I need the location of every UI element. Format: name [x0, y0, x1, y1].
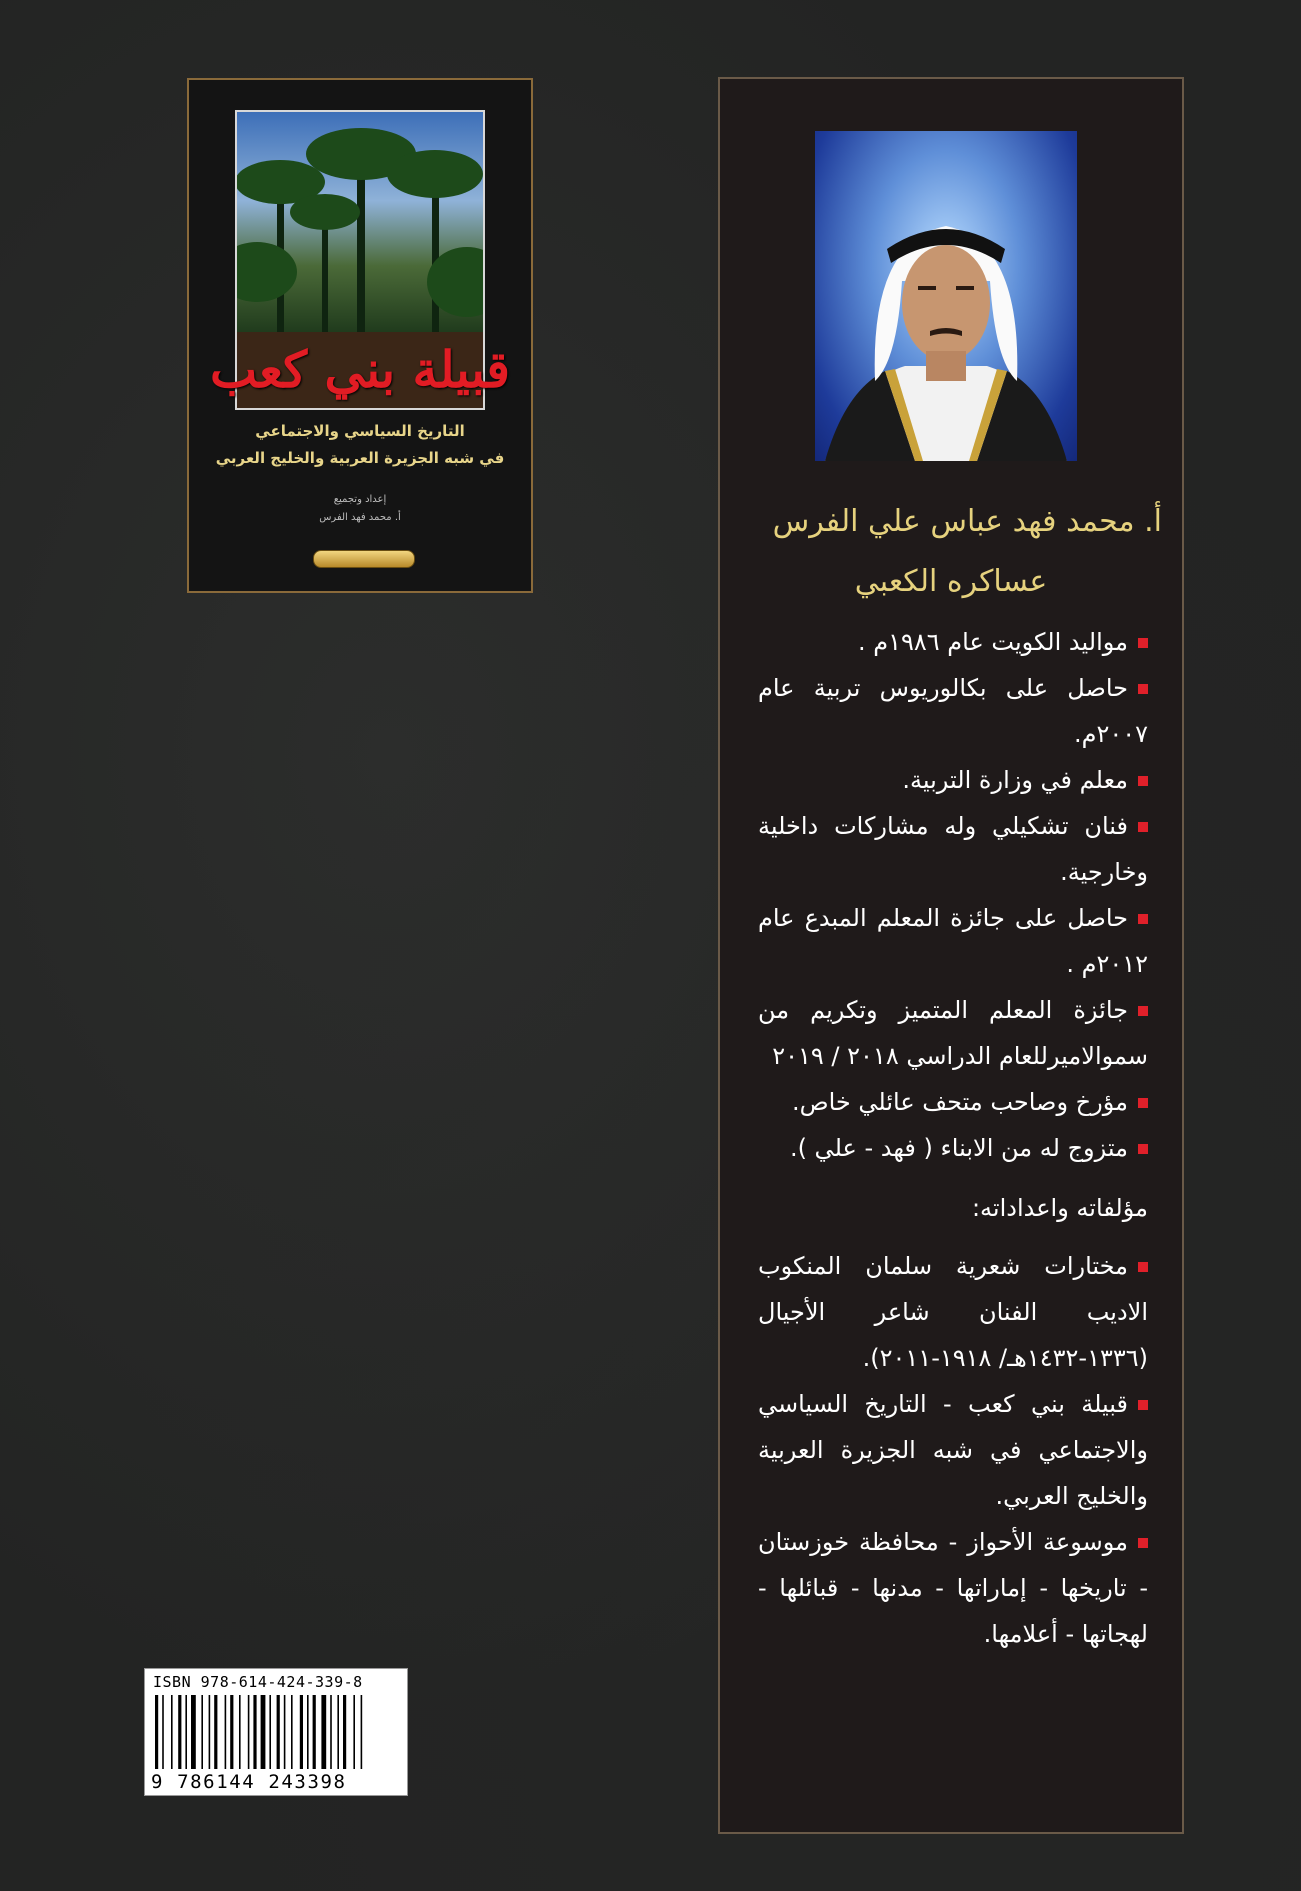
bio-item: جائزة المعلم المتميز وتكريم من سموالاميرللعام الدراسي ٢٠١٨ / ٢٠١٩: [758, 996, 1148, 1070]
mini-cover-credit-2: أ. محمد فهد الفرس: [319, 512, 401, 523]
mini-cover-credit-1: إعداد وتجميع: [333, 494, 387, 505]
bullet-icon: [1138, 1538, 1148, 1548]
bullet-icon: [1138, 822, 1148, 832]
barcode-bars: [153, 1695, 401, 1769]
bullet-icon: [1138, 1144, 1148, 1154]
isbn-label: ISBN 978-614-424-339-8: [153, 1673, 363, 1691]
isbn-barcode: [144, 1668, 408, 1796]
bullet-icon: [1138, 638, 1148, 648]
bio-list: [758, 619, 1148, 1657]
bio-item: مؤرخ وصاحب متحف عائلي خاص.: [758, 1079, 1148, 1125]
author-photo: [815, 131, 1077, 461]
bio-item: فنان تشكيلي وله مشاركات داخلية وخارجية.: [758, 812, 1148, 886]
bio-item: حاصل على بكالوريوس تربية عام ٢٠٠٧م.: [758, 674, 1148, 748]
publisher-logo: [313, 550, 415, 568]
bullet-icon: [1138, 1006, 1148, 1016]
works-item: قبيلة بني كعب - التاريخ السياسي والاجتماعي في شبه الجزيرة العربية والخليج العربي.: [758, 1390, 1148, 1510]
mini-cover-subtitle-1: التاريخ السياسي والاجتماعي: [255, 422, 465, 440]
author-bio-panel: [718, 77, 1184, 1834]
works-heading: مؤلفاته واعداداته:: [971, 1194, 1148, 1222]
works-item: موسوعة الأحواز - محافظة خوزستان - تاريخها - إماراتها - مدنها - قبائلها - لهجاتها - أعلامها.: [758, 1528, 1148, 1648]
bullet-icon: [1138, 1262, 1148, 1272]
isbn-digits: 9 786144 243398: [151, 1771, 347, 1793]
bullet-icon: [1138, 1400, 1148, 1410]
mini-cover-subtitle-2: في شبه الجزيرة العربية والخليج العربي: [215, 449, 505, 467]
bullet-icon: [1138, 1098, 1148, 1108]
author-name: أ. محمد فهد عباس علي الفرس: [772, 504, 1162, 539]
bio-item: مواليد الكويت عام ١٩٨٦م .: [758, 619, 1148, 665]
bullet-icon: [1138, 776, 1148, 786]
mini-book-cover: [187, 78, 533, 593]
author-nickname: عساكره الكعبي: [854, 564, 1048, 599]
bullet-icon: [1138, 914, 1148, 924]
works-item: مختارات شعرية سلمان المنكوب الاديب الفنان شاعر الأجيال (١٣٣٦-١٤٣٢هـ/ ١٩١٨-٢٠١١).: [758, 1252, 1148, 1372]
bio-item: حاصل على جائزة المعلم المبدع عام ٢٠١٢م .: [758, 904, 1148, 978]
bio-item: متزوج له من الابناء ( فهد - علي ).: [758, 1125, 1148, 1171]
mini-cover-title: قبيلة بني كعب: [210, 340, 510, 399]
bullet-icon: [1138, 684, 1148, 694]
bio-item: معلم في وزارة التربية.: [758, 757, 1148, 803]
